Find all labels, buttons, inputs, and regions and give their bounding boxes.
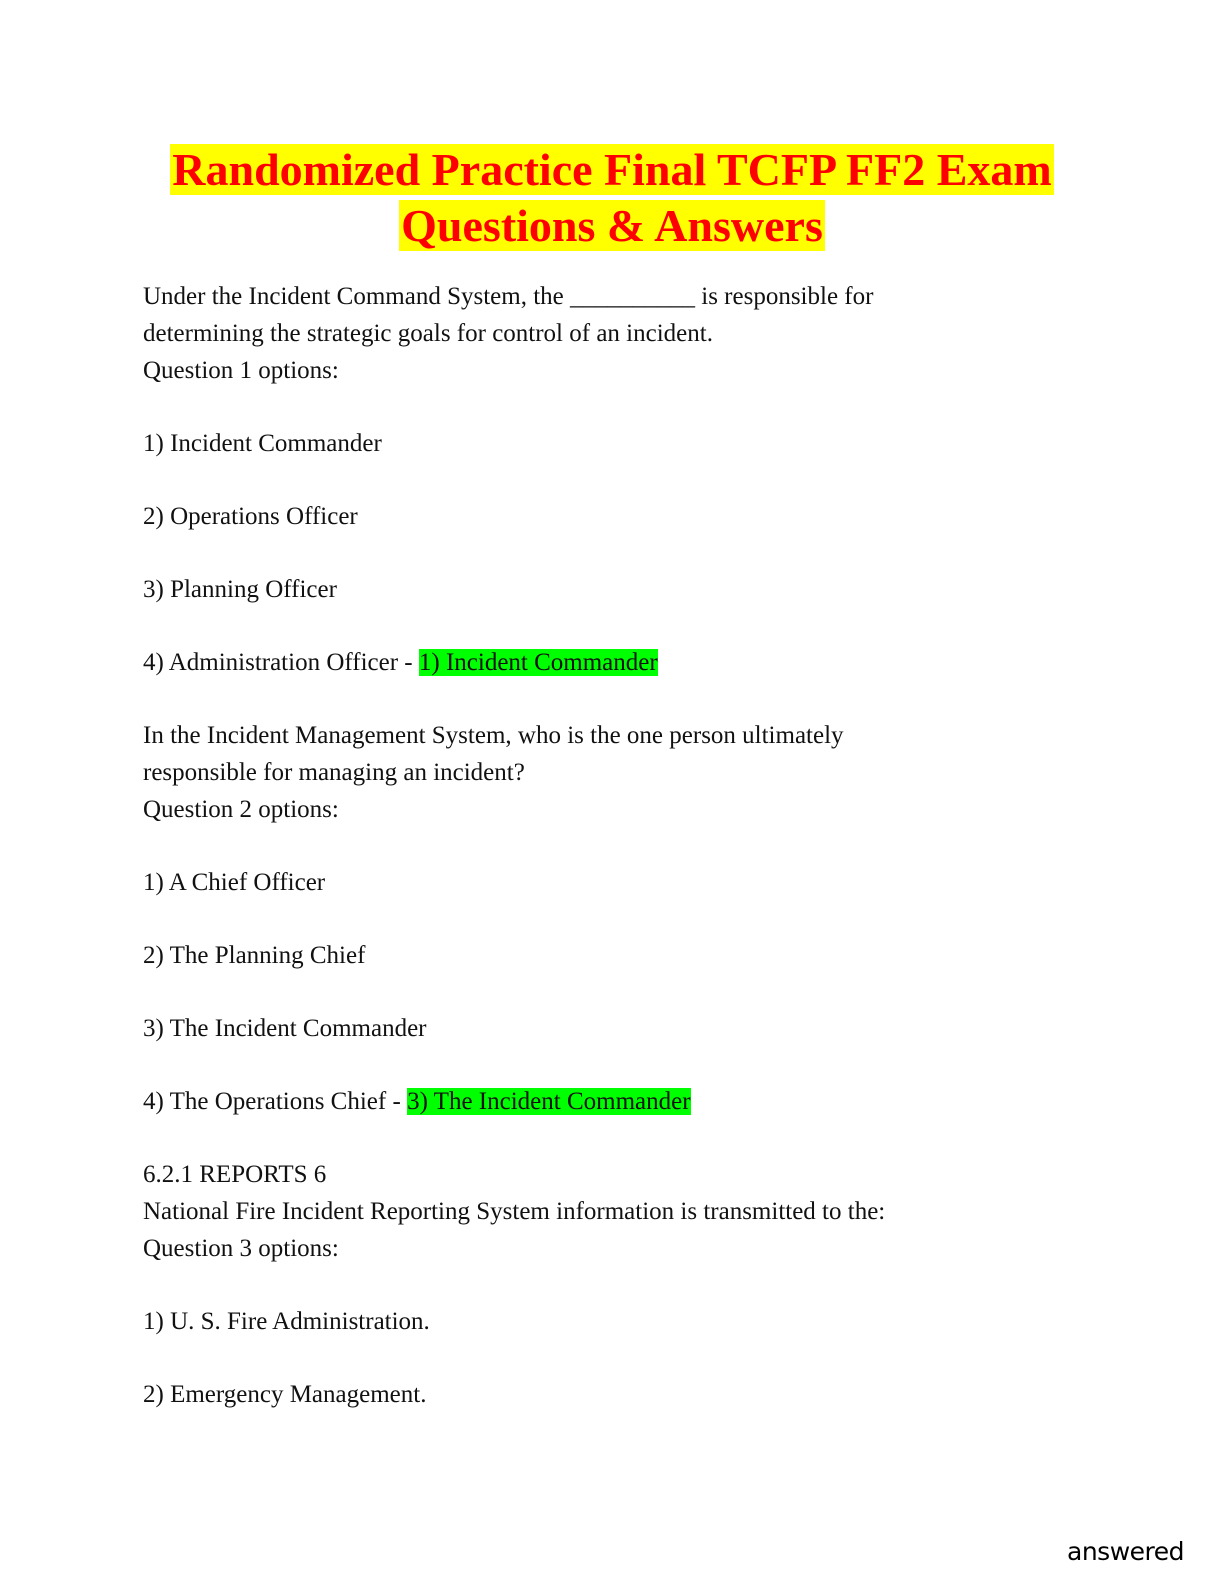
q2-options-label: Question 2 options: [143,796,339,823]
q3-text-line-1: National Fire Incident Reporting System information is transmitted to the: [143,1198,886,1225]
q1-text-line-2: determining the strategic goals for control of an incident. [143,320,713,347]
q2-option-1: 1) A Chief Officer [143,869,326,896]
q2-answer: 3) The Incident Commander [407,1088,691,1115]
q1-option-4-row [143,644,1103,681]
q1-options-label: Question 1 options: [143,357,339,384]
document-body [143,278,1103,1413]
q1-answer: 1) Incident Commander [418,649,658,676]
q2-option-3: 3) The Incident Commander [143,1015,427,1042]
q1-option-2: 2) Operations Officer [143,503,358,530]
q2-option-4: 4) The Operations Chief - [143,1088,408,1115]
q3-options-label: Question 3 options: [143,1235,339,1262]
q3-option-2: 2) Emergency Management. [143,1381,427,1408]
q3-option-1: 1) U. S. Fire Administration. [143,1308,430,1335]
q1-option-3: 3) Planning Officer [143,576,337,603]
title-line-1: Randomized Practice Final TCFP FF2 Exam [172,144,1052,195]
q1-option-1: 1) Incident Commander [143,430,382,457]
q2-text-line-1: In the Incident Management System, who is the one person ultimately [143,722,844,749]
q3-section-heading: 6.2.1 REPORTS 6 [143,1161,327,1188]
q2-text-line-2: responsible for managing an incident? [143,759,525,786]
answered-logo: answered [1067,1537,1184,1566]
q2-option-2: 2) The Planning Chief [143,942,366,969]
document-title [0,142,1224,254]
title-line-2: Questions & Answers [401,200,823,251]
q1-text-line-1: Under the Incident Command System, the __________ is responsible for [143,283,874,310]
q1-option-4: 4) Administration Officer - [143,649,419,676]
q2-option-4-row [143,1083,1103,1120]
